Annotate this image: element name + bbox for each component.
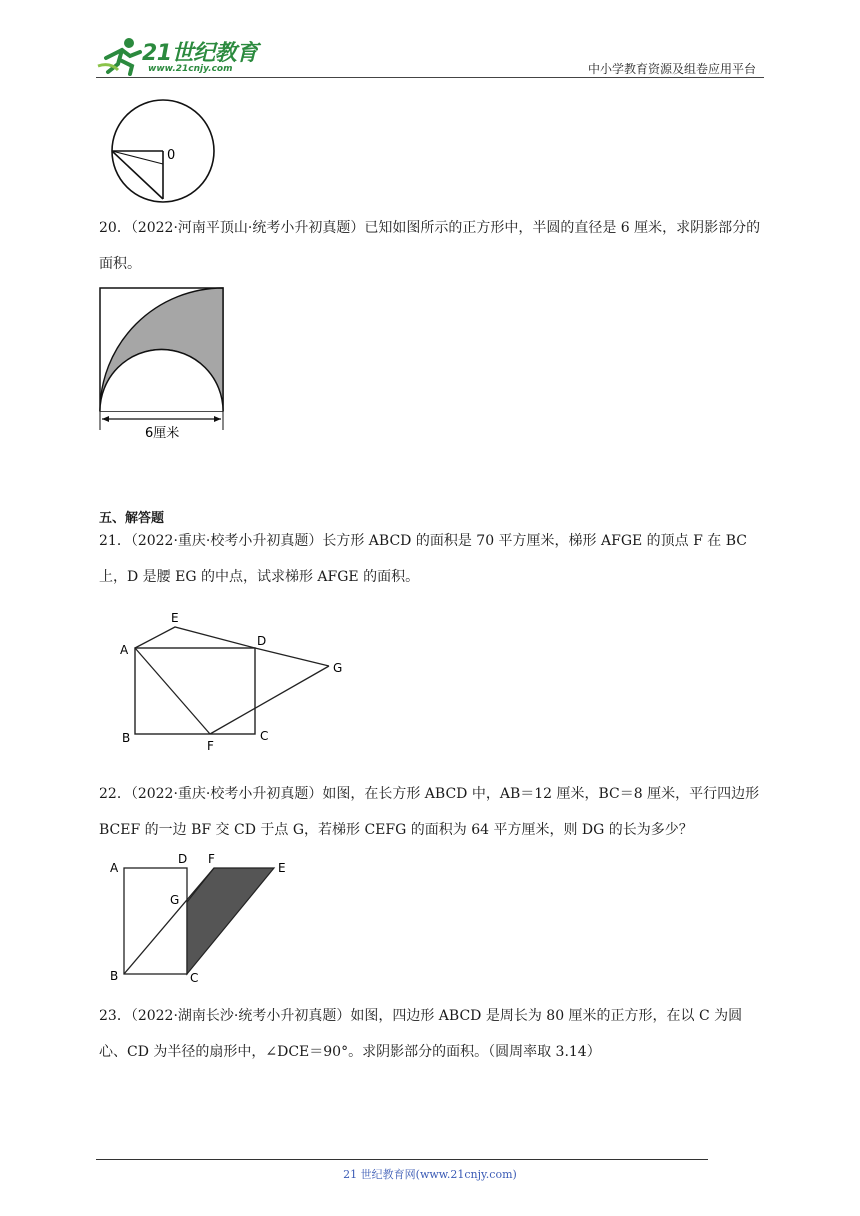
section-title: 五、解答题 [99,511,165,526]
dimension-label: 6厘米 [145,426,180,441]
footer-divider [96,1159,708,1160]
question-22-text: 22．（2022·重庆·校考小升初真题）如图，在长方形 ABCD 中，AB＝12 厘米，BC＝8 厘米，平行四边形 BCEF 的一边 BF 交 CD 于点 G，若梯形 CEFG 的面积为 64 平方厘米，则 DG 的长为多少？ [99,786,760,838]
point-label-g: G [333,661,343,675]
platform-name: 中小学教育资源及组卷应用平台 [587,62,756,76]
point-label-b: B [122,731,131,745]
runner-logo-icon [96,36,146,76]
figure-square-semicircle [96,284,230,442]
point-label-f: F [207,739,214,753]
point-label-d: D [178,852,188,866]
point-label-d: D [257,634,267,648]
point-label-g: G [170,893,180,907]
point-label-c: C [260,729,269,743]
point-label-c: C [190,971,199,985]
logo-url: www.21cnjy.com [148,64,233,74]
point-label-e: E [278,861,286,875]
point-label-a: A [110,861,119,875]
center-label: 0 [167,148,176,163]
point-label-f: F [208,852,215,866]
figure-circle-triangle [104,96,224,206]
figure-trapezoid-afge [114,608,354,756]
header-divider [96,77,764,78]
point-label-b: B [110,969,119,983]
logo-text: 21世纪教育 [142,41,258,66]
question-23-text: 23．（2022·湖南长沙·统考小升初真题）如图，四边形 ABCD 是周长为 80 厘米的正方形，在以 C 为圆心、CD 为半径的扇形中，∠DCE＝90°。求阴影部分的面积。（圆周率取 3.14） [99,1008,743,1060]
point-label-e: E [171,611,179,625]
footer-text[interactable]: 21 世纪教育网(www.21cnjy.com) [343,1168,517,1181]
point-label-a: A [120,643,129,657]
question-20-text: 20．（2022·河南平顶山·统考小升初真题）已知如图所示的正方形中，半圆的直径是 6 厘米，求阴影部分的面积。 [99,220,761,272]
question-21-text: 21．（2022·重庆·校考小升初真题）长方形 ABCD 的面积是 70 平方厘米，梯形 AFGE 的顶点 F 在 BC 上，D 是腰 EG 的中点，试求梯形 AFGE 的面积。 [99,533,748,585]
figure-parallelogram-bcef [104,850,300,986]
